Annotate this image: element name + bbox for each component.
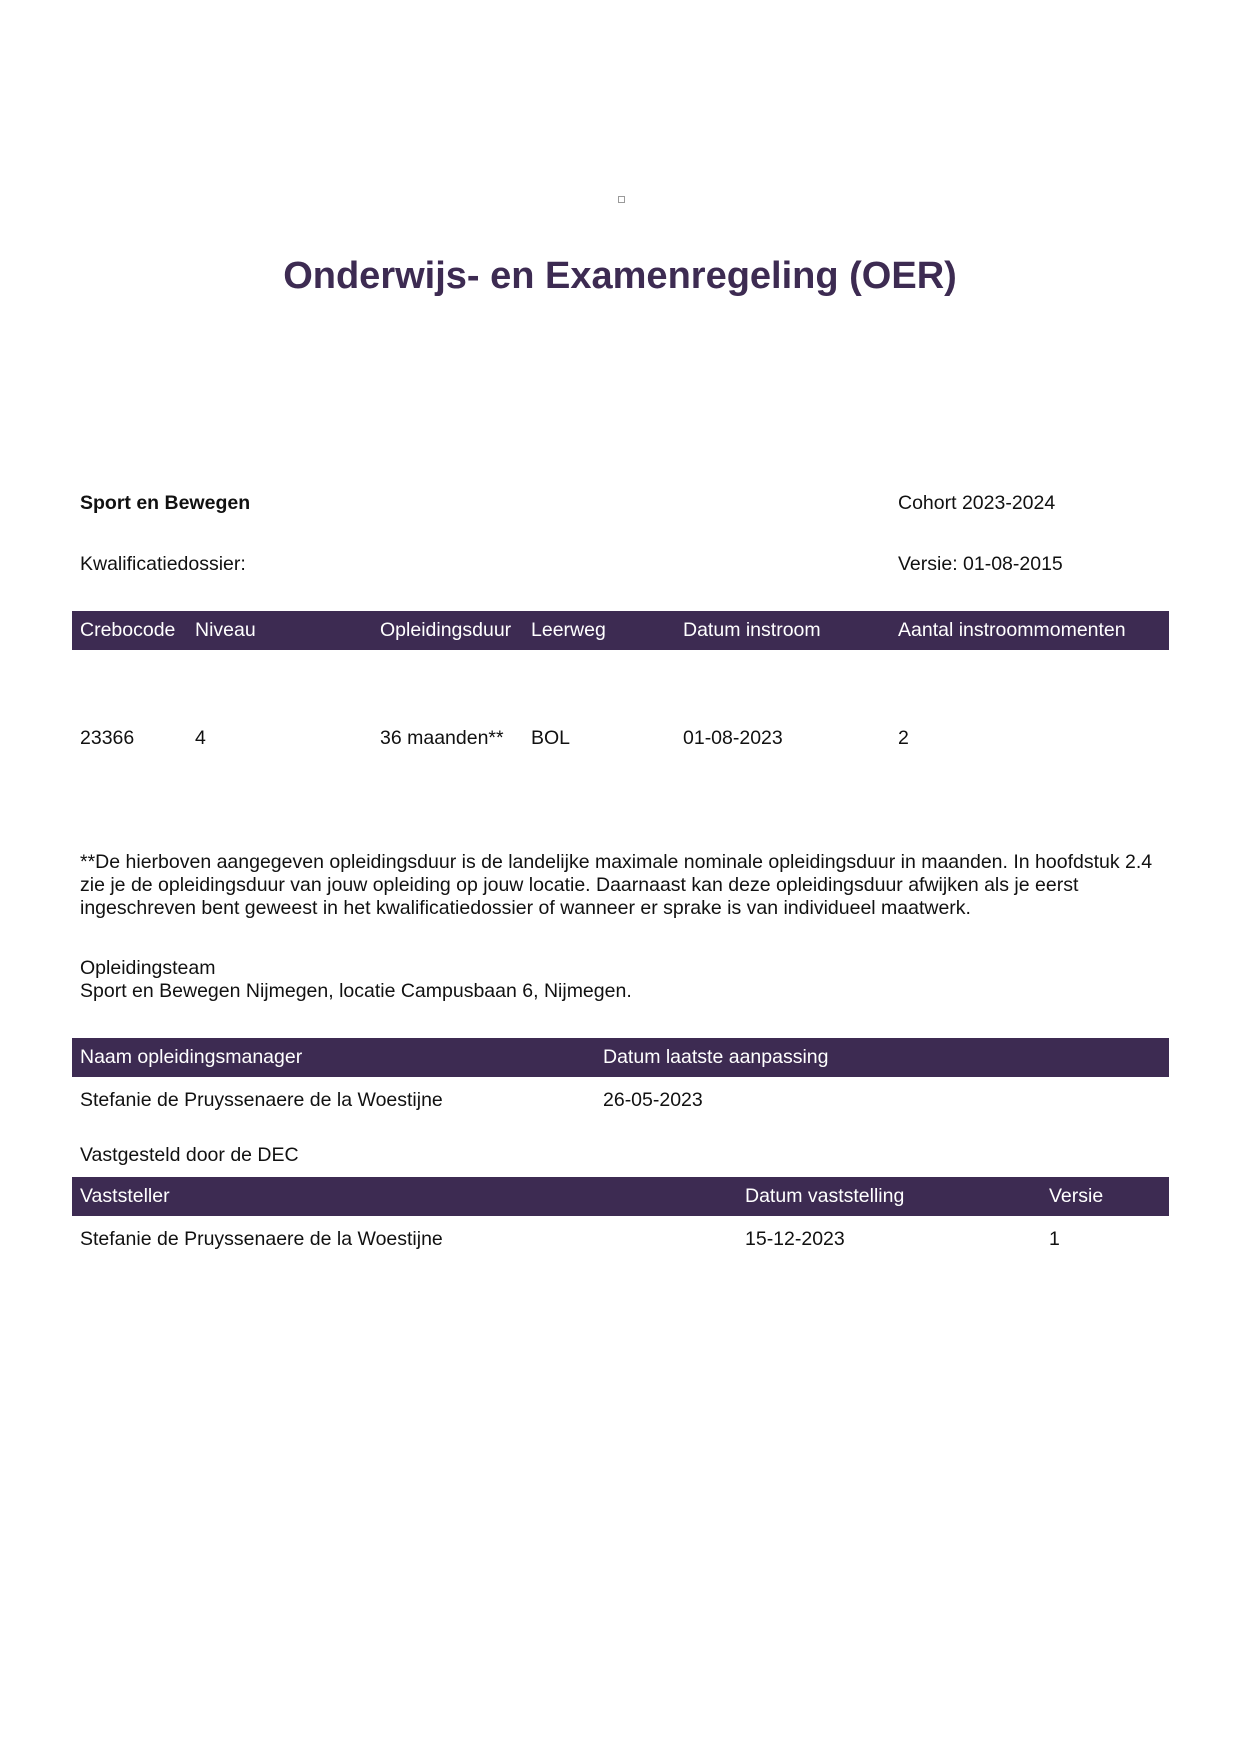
- cell-datum-instroom: 01-08-2023: [683, 727, 783, 749]
- footnote: **De hierboven aangegeven opleidingsduur is de landelijke maximale nominale opleidingsduur in maanden. In hoofdstuk 2.4 zie je de opleidingsduur van jouw opleiding op jouw locatie. Daarnaast kan deze opleidingsduur afwijken als je eerst ingeschreven bent geweest in het kwalificatiedossier of wanneer er sprake is van individueel maatwerk.: [80, 851, 1153, 919]
- dec-label: Vastgesteld door de DEC: [80, 1144, 299, 1166]
- versie-label: Versie: 01-08-2015: [898, 553, 1063, 575]
- header-vaststeller: Vaststeller: [80, 1185, 170, 1207]
- header-datum-instroom: Datum instroom: [683, 619, 821, 641]
- header-leerweg: Leerweg: [531, 619, 606, 641]
- header-crebocode: Crebocode: [80, 619, 176, 641]
- header-aantal-instroommomenten: Aantal instroommomenten: [898, 619, 1126, 641]
- header-datum-laatste-aanpassing: Datum laatste aanpassing: [603, 1046, 829, 1068]
- team-label: Opleidingsteam: [80, 957, 216, 979]
- cell-vaststeller: Stefanie de Pruyssenaere de la Woestijne: [80, 1228, 443, 1250]
- cell-laatste-aanpassing: 26-05-2023: [603, 1089, 703, 1111]
- cell-crebocode: 23366: [80, 727, 135, 749]
- program-table-header: [72, 611, 1169, 650]
- manager-table-header: [72, 1038, 1169, 1077]
- header-naam-opleidingsmanager: Naam opleidingsmanager: [80, 1046, 303, 1068]
- logo-placeholder-icon: [618, 196, 625, 203]
- cell-datum-vaststelling: 15-12-2023: [745, 1228, 845, 1250]
- cell-leerweg: BOL: [531, 727, 571, 749]
- program-name: Sport en Bewegen: [80, 492, 251, 514]
- cell-opleidingsduur: 36 maanden**: [380, 727, 504, 749]
- document-title: Onderwijs- en Examenregeling (OER): [283, 255, 957, 297]
- team-location: Sport en Bewegen Nijmegen, locatie Campusbaan 6, Nijmegen.: [80, 980, 632, 1002]
- cohort-label: Cohort 2023-2024: [898, 492, 1056, 514]
- header-versie: Versie: [1049, 1185, 1104, 1207]
- cell-versie: 1: [1049, 1228, 1060, 1250]
- header-niveau: Niveau: [195, 619, 256, 641]
- cell-niveau: 4: [195, 727, 206, 749]
- cell-manager-name: Stefanie de Pruyssenaere de la Woestijne: [80, 1089, 443, 1111]
- cell-aantal-instroommomenten: 2: [898, 727, 909, 749]
- header-opleidingsduur: Opleidingsduur: [380, 619, 512, 641]
- dec-table-header: [72, 1177, 1169, 1216]
- header-datum-vaststelling: Datum vaststelling: [745, 1185, 905, 1207]
- kwalificatiedossier-label: Kwalificatiedossier:: [80, 553, 246, 575]
